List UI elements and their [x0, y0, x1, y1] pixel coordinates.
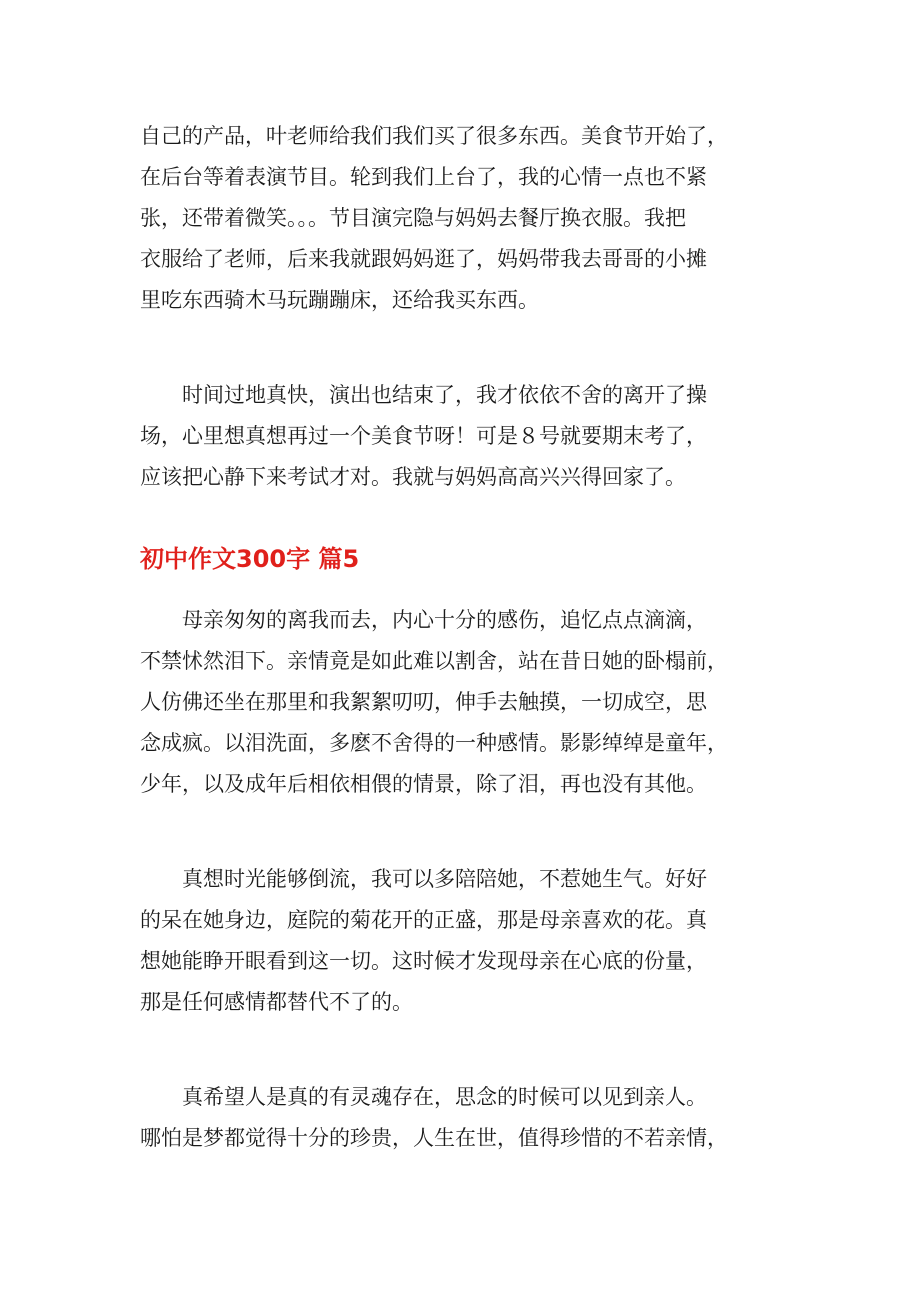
text-line: 在后台等着表演节目。轮到我们上台了，我的心情一点也不紧: [140, 165, 707, 189]
text-line: 应该把心静下来考试才对。我就与妈妈高高兴兴得回家了。: [140, 465, 686, 489]
text-line: 想她能睁开眼看到这一切。这时候才发现母亲在心底的份量，: [140, 949, 707, 973]
paragraph-5: [140, 1077, 790, 1159]
text-line: 衣服给了老师，后来我就跟妈妈逛了，妈妈带我去哥哥的小摊: [140, 247, 707, 271]
text-line: 不禁怵然泪下。亲情竟是如此难以割舍，站在昔日她的卧榻前，: [140, 649, 728, 673]
paragraph-4: [140, 859, 790, 1023]
text-line: 母亲匆匆的离我而去，内心十分的感伤，追忆点点滴滴，: [140, 608, 707, 632]
text-line: 的呆在她身边，庭院的菊花开的正盛，那是母亲喜欢的花。真: [140, 908, 707, 932]
paragraph-1: [140, 116, 790, 321]
text-line: 念成疯。以泪洗面，多麽不舍得的一种感情。影影绰绰是童年，: [140, 731, 728, 755]
text-line: 自己的产品，叶老师给我们我们买了很多东西。美食节开始了，: [140, 124, 728, 148]
text-line: 张，还带着微笑。。。节目演完隐与妈妈去餐厅换衣服。我把: [140, 206, 686, 230]
text-line: 少年，以及成年后相依相偎的情景，除了泪，再也没有其他。: [140, 772, 707, 796]
text-line: 真想时光能够倒流，我可以多陪陪她，不惹她生气。好好: [140, 867, 707, 891]
paragraph-3: [140, 600, 790, 805]
text-line: 时间过地真快，演出也结束了，我才依依不舍的离开了操: [140, 383, 707, 407]
section-heading: 初中作文300字 篇5: [140, 545, 360, 573]
text-line: 里吃东西骑木马玩蹦蹦床，还给我买东西。: [140, 288, 539, 312]
paragraph-2: [140, 375, 790, 498]
text-line: 那是任何感情都替代不了的。: [140, 990, 413, 1014]
text-line: 哪怕是梦都觉得十分的珍贵，人生在世，值得珍惜的不若亲情，: [140, 1126, 728, 1150]
text-line: 人仿佛还坐在那里和我絮絮叨叨，伸手去触摸，一切成空，思: [140, 690, 707, 714]
text-line: 真希望人是真的有灵魂存在，思念的时候可以见到亲人。: [140, 1085, 707, 1109]
text-line: 场，心里想真想再过一个美食节呀！可是８号就要期末考了，: [140, 424, 707, 448]
